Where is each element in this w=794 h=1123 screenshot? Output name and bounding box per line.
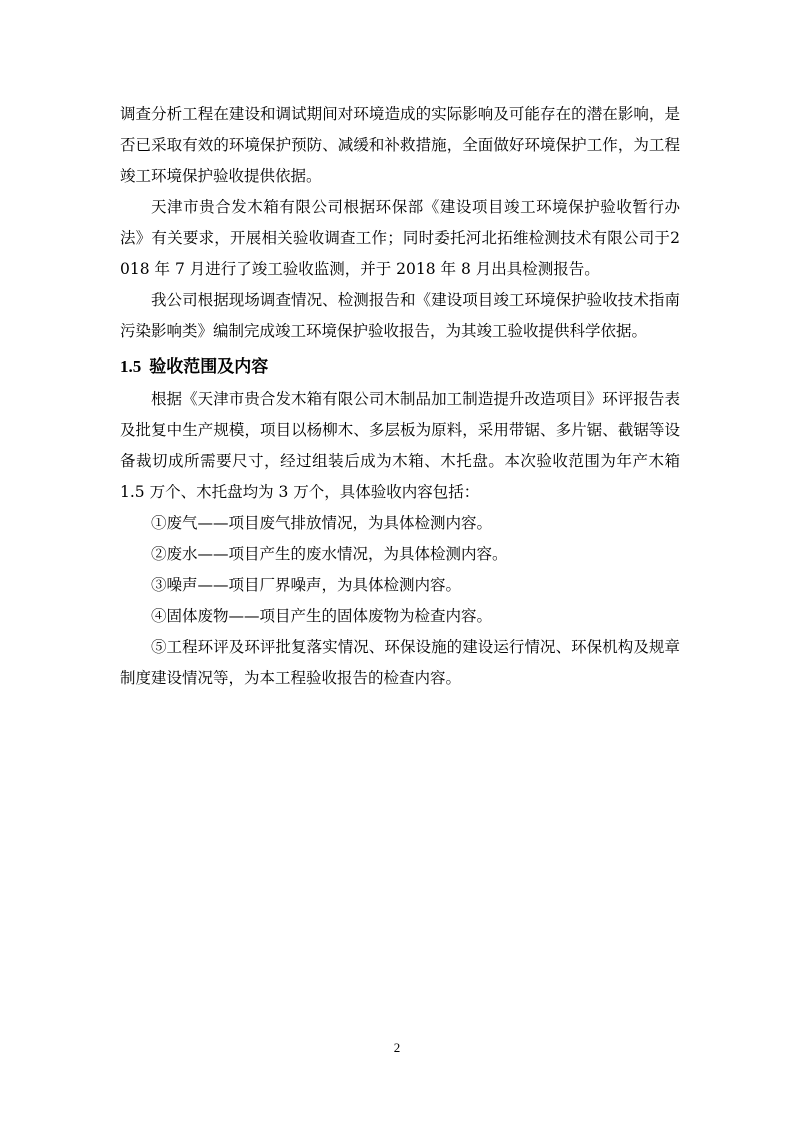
- list-item-waste-gas: ①废气——项目废气排放情况，为具体检测内容。: [151, 514, 493, 532]
- section-heading: [120, 354, 680, 380]
- list-item-noise: ③噪声——项目厂界噪声，为具体检测内容。: [151, 576, 462, 594]
- paragraph-intro-continuation: 调查分析工程在建设和调试期间对环境造成的实际影响及可能存在的潜在影响，是否已采取有效的环境保护预防、减缓和补救措施，全面做好环境保护工作，为工程竣工环境保护验收提供依据。: [120, 105, 680, 185]
- list-item-implementation-check: ⑤工程环评及环评批复落实情况、环保设施的建设运行情况、环保机构及规章制度建设情况等，为本工程验收报告的检查内容。: [120, 638, 680, 687]
- paragraph-acceptance-basis: 天津市贵合发木箱有限公司根据环保部《建设项目竣工环境保护验收暂行办法》有关要求，开展相关验收调查工作；同时委托河北拓维检测技术有限公司于2018 年 7 月进行了竣工验收监测，并于 2018 年 8 月出具检测报告。: [120, 198, 680, 278]
- list-item-waste-water: ②废水——项目产生的废水情况，为具体检测内容。: [151, 545, 508, 563]
- page-body: [120, 99, 680, 694]
- list-item-solid-waste: ④固体废物——项目产生的固体废物为检查内容。: [151, 607, 493, 625]
- paragraph-scope: 根据《天津市贵合发木箱有限公司木制品加工制造提升改造项目》环评报告表及批复中生产规模，项目以杨柳木、多层板为原料，采用带锯、多片锯、截锯等设备裁切成所需要尺寸，经过组装后成为木箱、木托盘。本次验收范围为年产木箱 1.5 万个、木托盘均为 3 万个，具体验收内容包括：: [120, 390, 680, 501]
- section-number: 1.5: [120, 357, 142, 376]
- page-number: 2: [393, 1040, 401, 1055]
- section-title: 验收范围及内容: [149, 357, 269, 377]
- paragraph-report-preparation: 我公司根据现场调查情况、检测报告和《建设项目竣工环境保护验收技术指南 污染影响类》编制完成竣工环境保护验收报告，为其竣工验收提供科学依据。: [120, 291, 680, 340]
